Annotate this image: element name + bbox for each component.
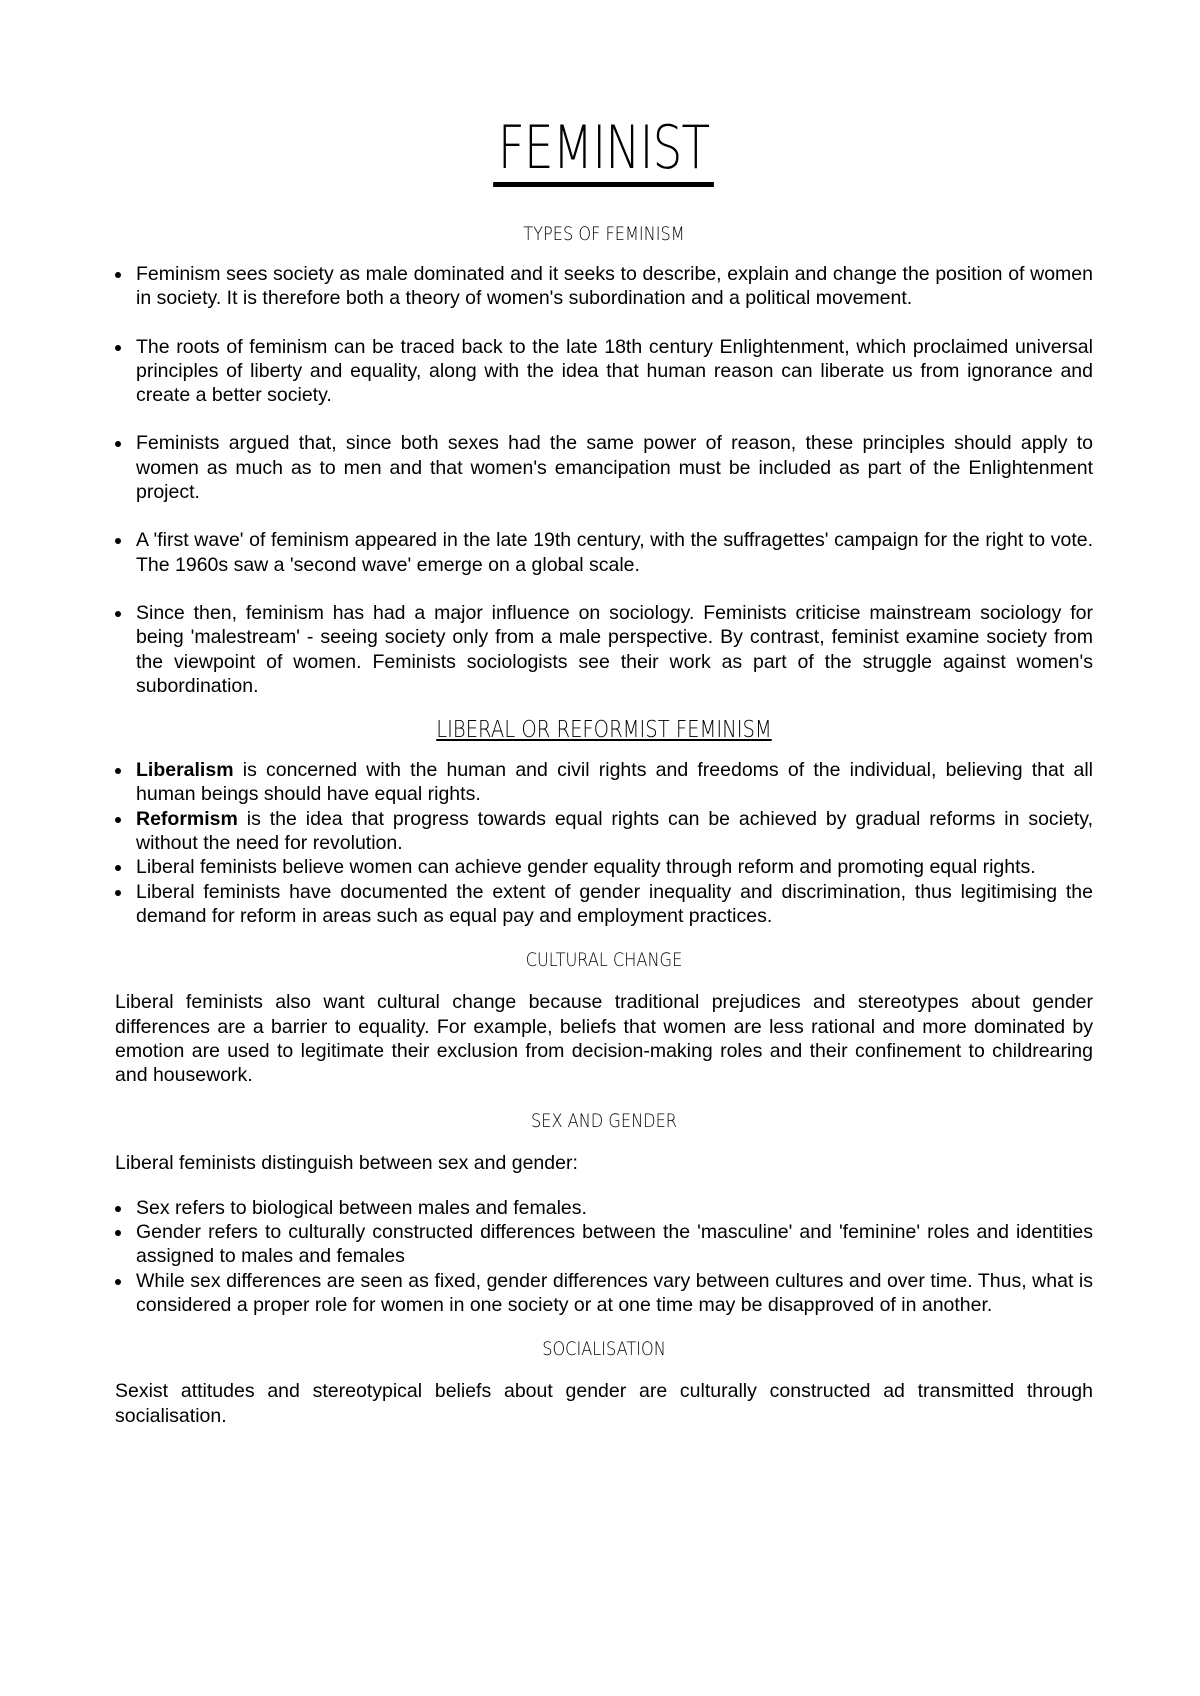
- list-item: Gender refers to culturally constructed differences between the 'masculine' and 'feminine' roles and identities assigned to males and females: [115, 1220, 1093, 1269]
- heading-socialisation: SOCIALISATION: [542, 1338, 666, 1361]
- heading-sex-and-gender: SEX AND GENDER: [530, 1110, 678, 1133]
- list-item: Liberal feminists believe women can achieve gender equality through reform and promoting equal rights.: [115, 855, 1093, 879]
- list-item: Liberal feminists have documented the extent of gender inequality and discrimination, thus legitimising the demand for reform in areas such as equal pay and employment practices.: [115, 880, 1093, 929]
- list-item: Liberalism is concerned with the human and civil rights and freedoms of the individual, believing that all human beings should have equal rights.: [115, 758, 1093, 807]
- sex-gender-bullet-list: [115, 1196, 1093, 1317]
- heading-types-of-feminism: TYPES OF FEMINISM: [523, 223, 685, 245]
- list-item: Feminism sees society as male dominated and it seeks to describe, explain and change the position of women in society. It is therefore both a theory of women's subordination and a political movement.: [115, 262, 1093, 311]
- list-item: Feminists argued that, since both sexes had the same power of reason, these principles should apply to women as much as to men and that women's emancipation must be included as part of the Enlightenment project.: [115, 431, 1093, 504]
- socialisation-paragraph: Sexist attitudes and stereotypical beliefs about gender are culturally constructed ad transmitted through socialisation.: [115, 1380, 1093, 1427]
- list-item: The roots of feminism can be traced back to the late 18th century Enlightenment, which proclaimed universal principles of liberty and equality, along with the idea that human reason can liberate us from ignorance and create a better society.: [115, 335, 1093, 408]
- sex-gender-intro: Liberal feminists distinguish between sex and gender:: [115, 1152, 578, 1175]
- heading-liberal-feminism: LIBERAL OR REFORMIST FEMINISM: [436, 717, 772, 744]
- cultural-change-paragraph: Liberal feminists also want cultural change because traditional prejudices and stereotypes about gender differences are a barrier to equality. For example, beliefs that women are less rational and more dominated by emotion are used to legitimate their exclusion from decision-making roles and their confinement to childrearing and housework.: [115, 991, 1093, 1087]
- list-item: Sex refers to biological between males and females.: [115, 1196, 1093, 1220]
- list-item: Since then, feminism has had a major influence on sociology. Feminists criticise mainstream sociology for being 'malestream' - seeing society only from a male perspective. By contrast, feminist examine society from the viewpoint of women. Feminists sociologists see their work as part of the struggle against women's subordination.: [115, 601, 1093, 698]
- list-item: Reformism is the idea that progress towards equal rights can be achieved by gradual reforms in society, without the need for revolution.: [115, 807, 1093, 856]
- page-title: FEMINIST: [494, 118, 715, 187]
- types-bullet-list: [115, 262, 1093, 698]
- document-page: [115, 0, 1093, 1428]
- title-block: [115, 113, 1093, 198]
- list-item: A 'first wave' of feminism appeared in the late 19th century, with the suffragettes' campaign for the right to vote. The 1960s saw a 'second wave' emerge on a global scale.: [115, 528, 1093, 577]
- liberal-bullet-list: [115, 758, 1093, 928]
- heading-cultural-change: CULTURAL CHANGE: [525, 949, 683, 972]
- list-item: While sex differences are seen as fixed, gender differences vary between cultures and over time. Thus, what is considered a proper role for women in one society or at one time may be disapproved of in another.: [115, 1269, 1093, 1318]
